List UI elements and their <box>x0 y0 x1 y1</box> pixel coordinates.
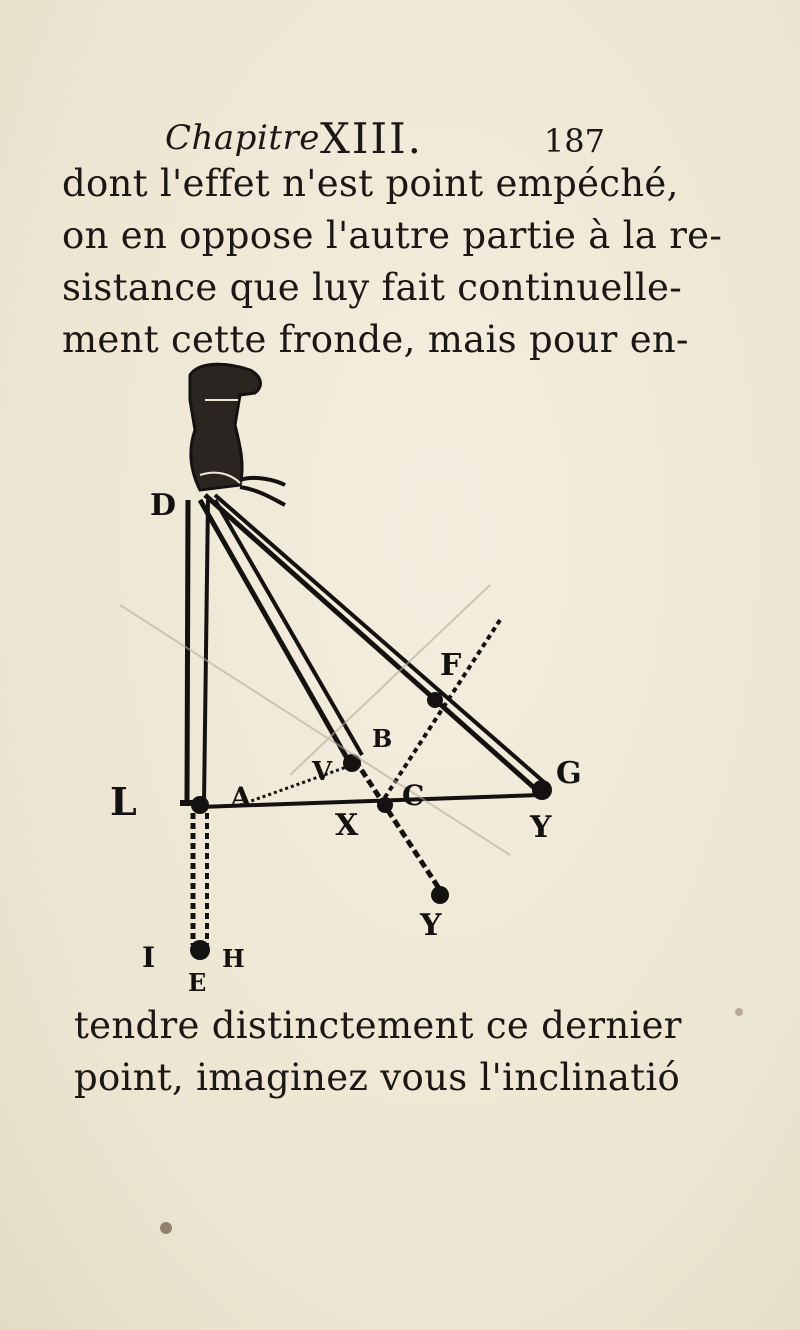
label-a: A <box>230 781 252 814</box>
label-b: B <box>372 724 393 753</box>
label-y-right: Y <box>530 810 552 845</box>
text-line: tendre distinctement ce dernier <box>74 1004 682 1047</box>
text-block-bottom <box>74 1000 682 1104</box>
text-line: point, imaginez vous l'inclinatió <box>74 1056 681 1099</box>
hand-illustration <box>190 364 285 505</box>
text-line: sistance que luy fait continuelle- <box>62 266 683 309</box>
bleed-through <box>120 585 510 855</box>
text-line: dont l'effet n'est point empéché, <box>62 162 679 205</box>
label-d: D <box>150 488 177 523</box>
text-line: ment cette fronde, mais pour en- <box>62 318 689 361</box>
chapter-title: Chapitre <box>165 118 320 158</box>
label-l: L <box>110 779 137 824</box>
label-g: G <box>556 756 582 791</box>
ink-stain <box>160 1222 172 1234</box>
label-i: I <box>142 941 156 974</box>
label-f: F <box>440 648 462 683</box>
sling-strings <box>180 495 545 945</box>
label-y-bottom: Y <box>420 908 442 943</box>
text-line: on en oppose l'autre partie à la re- <box>62 214 723 257</box>
label-h: H <box>222 944 245 973</box>
point-markers <box>190 692 552 960</box>
label-c: C <box>402 779 425 812</box>
label-e: E <box>188 968 207 995</box>
page-number: 187 <box>543 122 605 160</box>
ink-stain <box>735 1008 743 1016</box>
text-block-top <box>62 158 723 366</box>
label-x: X <box>335 808 359 843</box>
label-v: V <box>312 757 333 787</box>
sling-diagram <box>90 355 630 995</box>
chapter-numeral: XIII. <box>320 114 424 163</box>
